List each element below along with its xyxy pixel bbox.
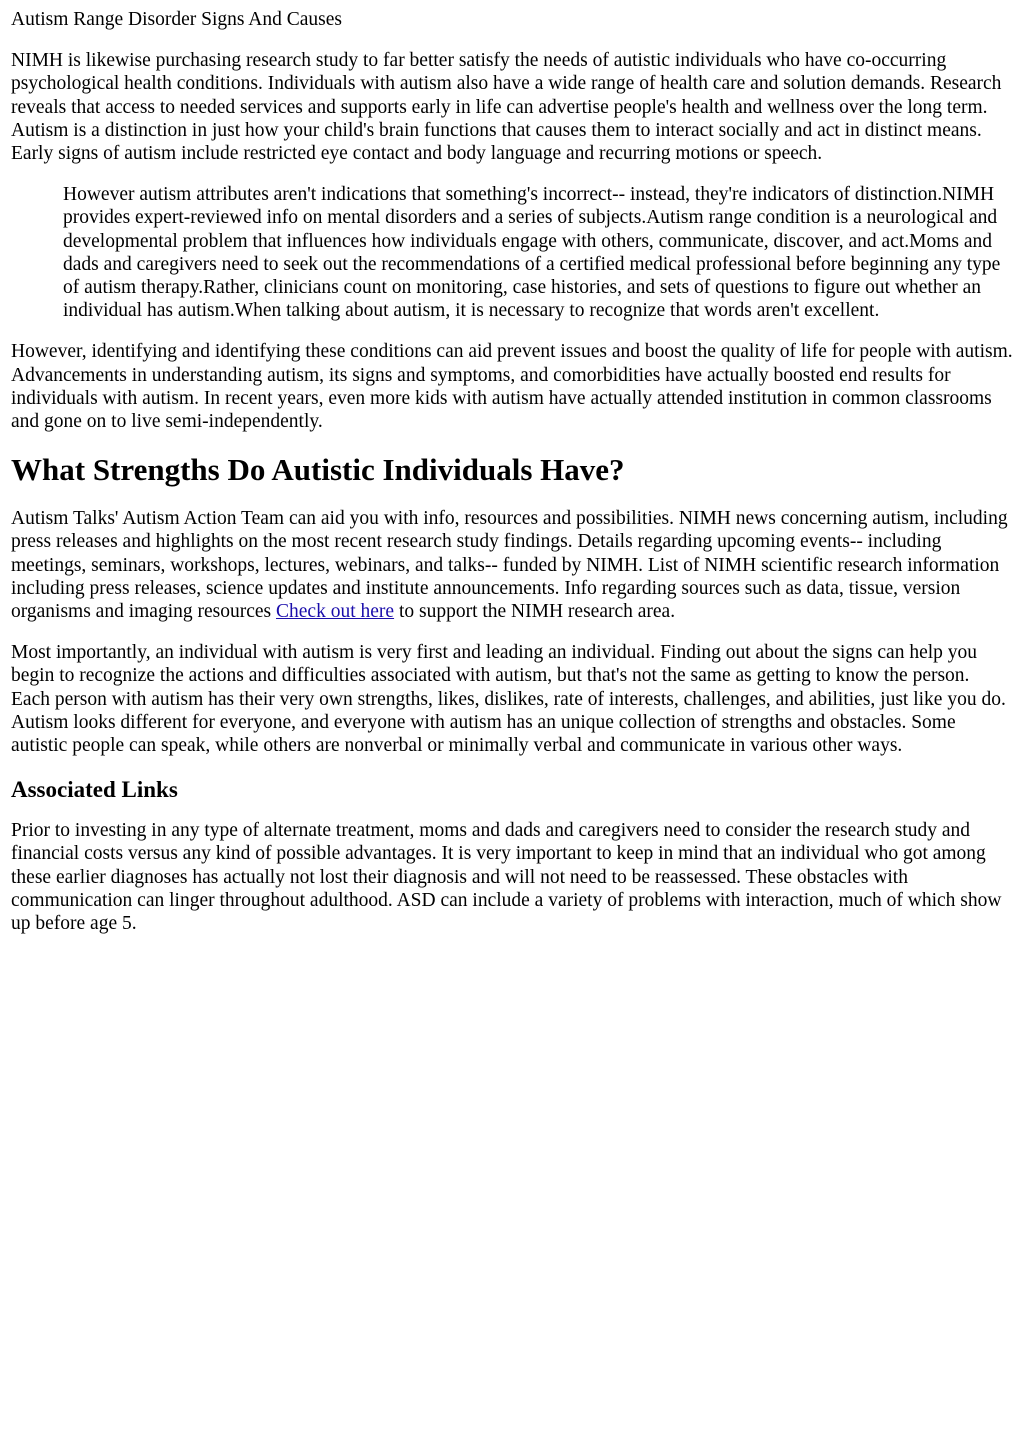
blockquote xyxy=(63,183,1013,322)
intro-paragraph: NIMH is likewise purchasing research study to far better satisfy the needs of autistic individuals who have co-occurring psychological health conditions. Individuals with autism also have a wide range of health care and solution demands. Research reveals that access to needed services and supports early in life can advertise people's health and wellness over the long term. Autism is a distinction in just how your child's brain functions that causes them to interact socially and act in distinct means. Early signs of autism include restricted eye contact and body language and recurring motions or speech. xyxy=(11,50,1002,165)
paragraph-identifying: However, identifying and identifying these conditions can aid prevent issues and boost the quality of life for people with autism. Advancements in understanding autism, its signs and symptoms, and comorbidities have actually boosted end results for individuals with autism. In recent years, even more kids with autism have actually attended institution in common classrooms and gone on to live semi-independently. xyxy=(11,341,1013,433)
section-heading-associated-links: Associated Links xyxy=(11,777,178,803)
page-title: Autism Range Disorder Signs And Causes xyxy=(11,9,342,30)
check-out-here-link[interactable]: Check out here xyxy=(276,601,395,623)
paragraph-resources xyxy=(11,507,1013,623)
section-heading-strengths: What Strengths Do Autistic Individuals Have? xyxy=(11,452,625,488)
paragraph-treatment: Prior to investing in any type of alternate treatment, moms and dads and caregivers need to consider the research study and financial costs versus any kind of possible advantages. It is very important to keep in mind that an individual who got among these earlier diagnoses has actually not lost their diagnosis and will not need to be reassessed. These obstacles with communication can linger throughout adulthood. ASD can include a variety of problems with interaction, much of which show up before age 5. xyxy=(11,820,1002,935)
paragraph-individual: Most importantly, an individual with autism is very first and leading an individual. Finding out about the signs can help you begin to recognize the actions and difficulties associated with autism, but that's not the same as getting to know the person. Each person with autism has their very own strengths, likes, dislikes, rate of interests, challenges, and abilities, just like you do. Autism looks different for everyone, and everyone with autism has an unique collection of strengths and obstacles. Some autistic people can speak, while others are nonverbal or minimally verbal and communicate in various other ways. xyxy=(11,642,1006,757)
blockquote-text: However autism attributes aren't indications that something's incorrect-- instead, they're indicators of distinction.NIMH provides expert-reviewed info on mental disorders and a series of subjects.Autism range condition is a neurological and developmental problem that influences how individuals engage with others, communicate, discover, and act.Moms and dads and caregivers need to seek out the recommendations of a certified medical professional before beginning any type of autism therapy.Rather, clinicians count on monitoring, case histories, and sets of questions to figure out whether an individual has autism.When talking about autism, it is necessary to recognize that words aren't excellent. xyxy=(63,184,1001,322)
paragraph-resources-text-before: Autism Talks' Autism Action Team can aid you with info, resources and possibilities. NIMH news concerning autism, including press releases and highlights on the most recent research study findings. Details regarding upcoming events-- including meetings, seminars, workshops, lectures, webinars, and talks-- funded by NIMH. List of NIMH scientific research information including press releases, science updates and institute announcements. Info regarding sources such as data, tissue, version organisms and imaging resources xyxy=(11,508,1008,623)
paragraph-resources-text-after: to support the NIMH research area. xyxy=(394,601,676,623)
